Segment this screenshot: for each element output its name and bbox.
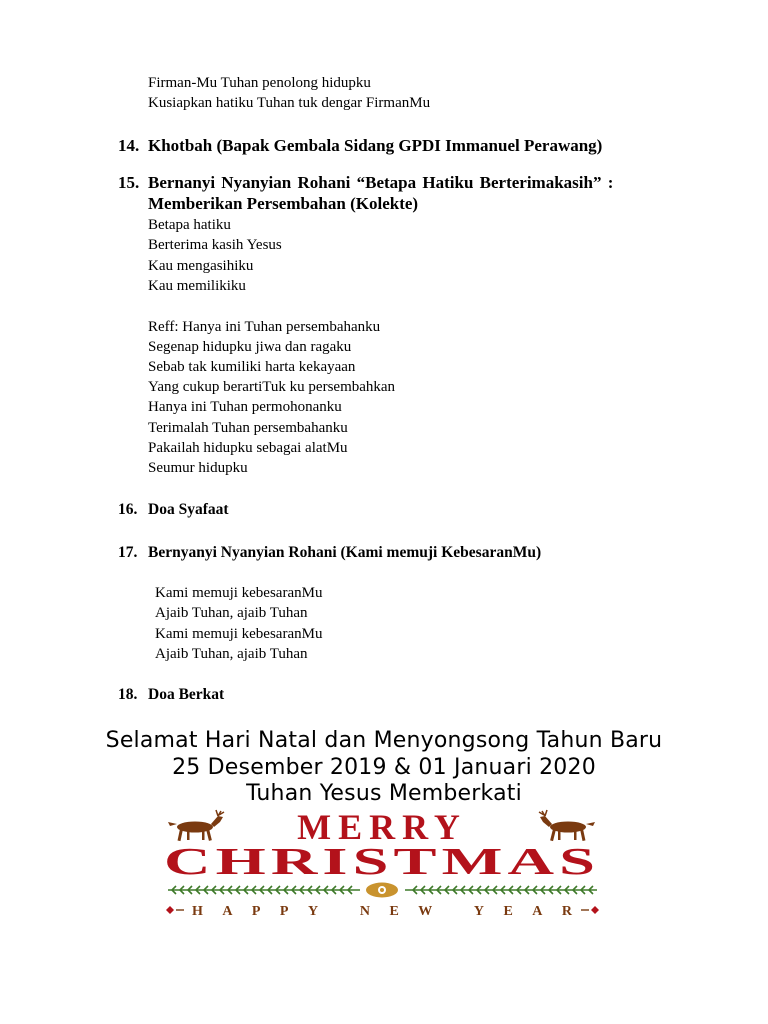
left-reindeer-icon: [168, 810, 224, 841]
item-15-title-line2: Memberikan Persembahan (Kolekte): [148, 194, 419, 213]
item-16-title: Doa Syafaat: [148, 501, 229, 518]
lyric-line: Hanya ini Tuhan permohonanku: [148, 399, 342, 415]
merry-text: MERRY: [297, 808, 467, 847]
item-18-title: Doa Berkat: [148, 686, 225, 703]
item-17-number: 17.: [118, 544, 138, 561]
item-15-number: 15.: [118, 173, 140, 192]
happy-new-year-text: HAPPY NEW YEAR: [191, 904, 572, 918]
item-14-number: 14.: [118, 136, 140, 155]
item-17-title: Bernyanyi Nyanyian Rohani (Kami memuji KebesaranMu): [148, 544, 542, 561]
lyric-line: Pakailah hidupku sebagai alatMu: [148, 440, 348, 456]
greeting-line-3: Tuhan Yesus Memberkati: [246, 781, 522, 806]
lyric-line: Kami memuji kebesaranMu: [155, 585, 323, 601]
item-18-number: 18.: [118, 686, 138, 703]
lyric-line: Ajaib Tuhan, ajaib Tuhan: [155, 605, 308, 621]
right-reindeer-icon: [539, 810, 595, 841]
lyric-line: Sebab tak kumiliki harta kekayaan: [148, 359, 356, 375]
lyric-line: Kau memilikiku: [148, 278, 246, 294]
christmas-text: CHRISTMAS: [164, 841, 600, 883]
item-14-title: Khotbah (Bapak Gembala Sidang GPDI Immanuel Perawang): [148, 136, 603, 155]
lyric-line: Yang cukup berartiTuk ku persembahkan: [148, 379, 396, 395]
lyric-line: Betapa hatiku: [148, 217, 231, 233]
lyric-line: Kami memuji kebesaranMu: [155, 626, 323, 642]
lyric-line: Reff: Hanya ini Tuhan persembahanku: [148, 319, 381, 335]
ornament-icon: [366, 883, 398, 898]
lyric-line: Ajaib Tuhan, ajaib Tuhan: [155, 646, 308, 662]
right-diamond-icon: [591, 906, 599, 914]
lyric-line: Kau mengasihiku: [148, 258, 254, 274]
lyric-line: Seumur hidupku: [148, 460, 248, 476]
lyric-line: Berterima kasih Yesus: [148, 237, 282, 253]
greeting-line-1: Selamat Hari Natal dan Menyongsong Tahun Baru: [105, 728, 663, 753]
lyric-line: Terimalah Tuhan persembahanku: [148, 420, 348, 436]
item-16-number: 16.: [118, 501, 138, 518]
intro-line-2: Kusiapkan hatiku Tuhan tuk dengar FirmanMu: [148, 95, 431, 111]
lyric-line: Segenap hidupku jiwa dan ragaku: [148, 339, 352, 355]
greeting-line-2: 25 Desember 2019 & 01 Januari 2020: [172, 755, 596, 780]
merry-christmas-banner: [160, 808, 605, 918]
item-15-title-line1: Bernanyi Nyanyian Rohani “Betapa Hatiku Berterimakasih” :: [148, 173, 614, 192]
happy-new-year-row: [166, 904, 599, 918]
left-diamond-icon: [166, 906, 174, 914]
intro-line-1: Firman-Mu Tuhan penolong hidupku: [148, 75, 371, 91]
